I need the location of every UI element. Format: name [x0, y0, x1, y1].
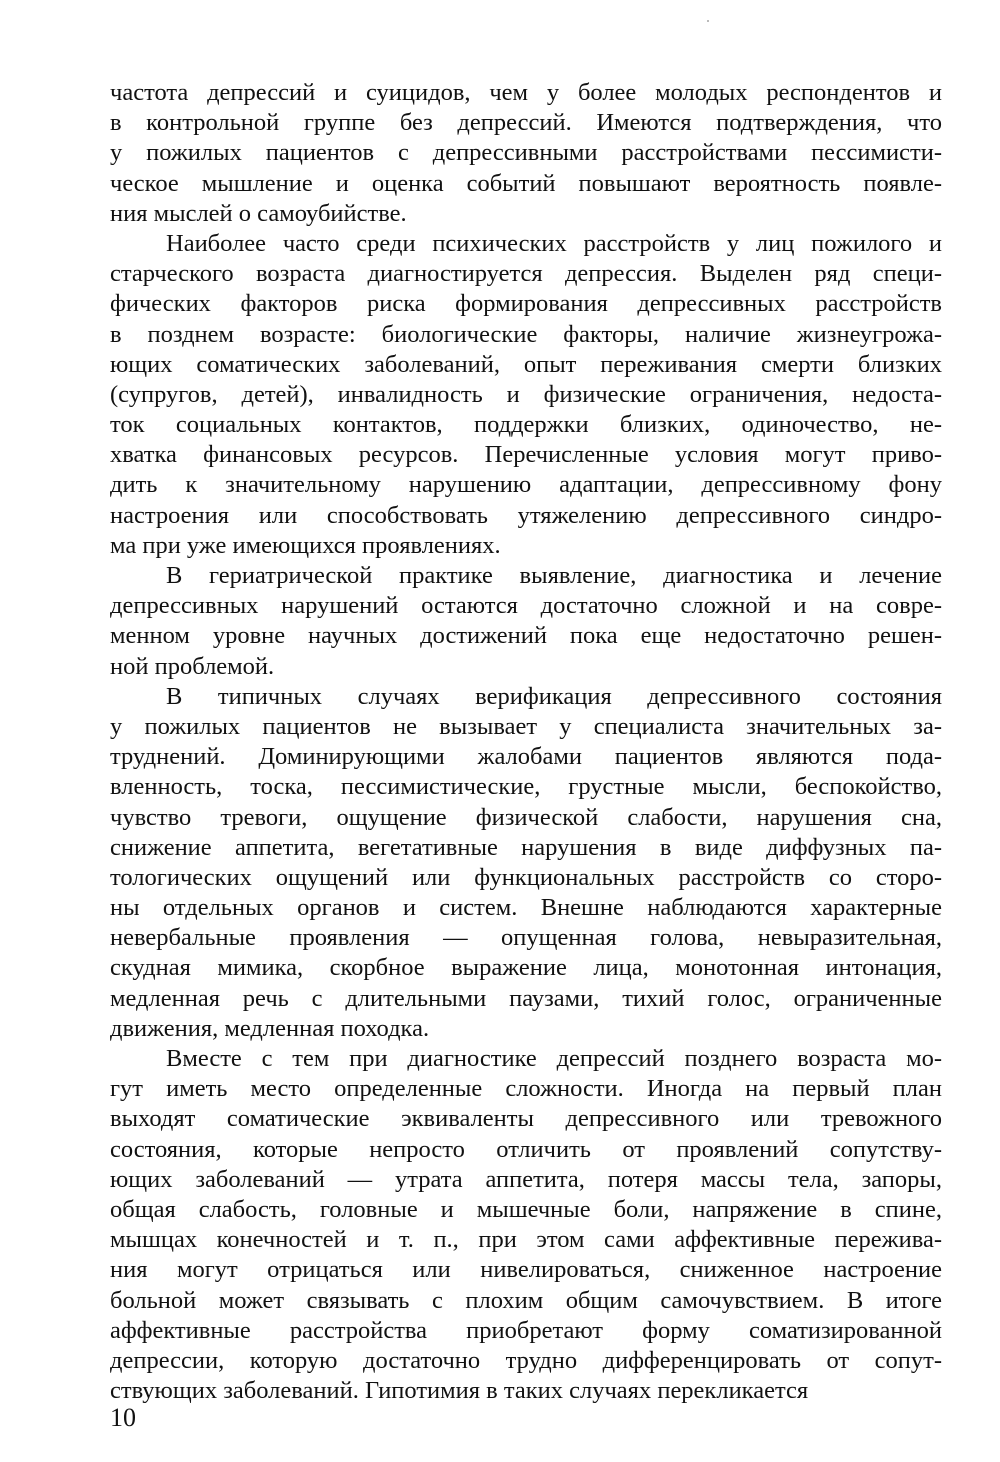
text-line: мышцах конечностей и т. п., при этом сами аффективные пережива-	[110, 1226, 942, 1254]
paragraph	[110, 1044, 942, 1406]
text-line: старческого возраста диагностируется депрессия. Выделен ряд специ-	[110, 260, 942, 288]
paragraph	[110, 78, 942, 229]
text-line: ма при уже имеющихся проявлениях.	[110, 531, 501, 559]
text-line: В типичных случаях верификация депрессивного состояния	[166, 682, 942, 710]
text-line: у пожилых пациентов с депрессивными расстройствами пессимисти-	[110, 139, 942, 167]
text-line: фических факторов риска формирования депрессивных расстройств	[110, 290, 942, 318]
text-line: гут иметь место определенные сложности. Иногда на первый план	[110, 1075, 942, 1103]
text-line: чувство тревоги, ощущение физической слабости, нарушения сна,	[110, 803, 942, 831]
text-line: менном уровне научных достижений пока еще недостаточно решен-	[110, 622, 942, 650]
text-line: медленная речь с длительными паузами, тихий голос, ограниченные	[110, 984, 942, 1012]
text-line: ния мыслей о самоубийстве.	[110, 199, 407, 227]
paragraph	[110, 561, 942, 682]
text-line: частота депрессий и суицидов, чем у более молодых респондентов и	[110, 79, 942, 106]
text-line: вленность, тоска, пессимистические, грустные мысли, беспокойство,	[110, 773, 942, 801]
text-line: настроения или способствовать утяжелению депрессивного синдро-	[110, 501, 942, 529]
text-line: Вместе с тем при диагностике депрессий позднего возраста мо-	[166, 1045, 942, 1072]
text-line: ствующих заболеваний. Гипотимия в таких случаях перекликается	[110, 1377, 809, 1405]
text-line: ны отдельных органов и систем. Внешне наблюдаются характерные	[110, 894, 942, 922]
text-line: Наиболее часто среди психических расстройств у лиц пожилого и	[166, 229, 942, 257]
text-line: депрессии, которую достаточно трудно дифференцировать от сопут-	[110, 1346, 942, 1374]
text-line: ющих соматических заболеваний, опыт переживания смерти близких	[110, 350, 942, 378]
text-line: выходят соматические эквиваленты депрессивного или тревожного	[110, 1105, 942, 1133]
text-line: хватка финансовых ресурсов. Перечисленные условия могут приво-	[110, 441, 942, 469]
text-line: ческое мышление и оценка событий повышают вероятность появле-	[110, 169, 942, 197]
text-line: в позднем возрасте: биологические факторы, наличие жизнеугрожа-	[110, 320, 942, 348]
text-line: аффективные расстройства приобретают форму соматизированной	[110, 1316, 942, 1344]
paragraph	[110, 682, 942, 1044]
text-line: скудная мимика, скорбное выражение лица, монотонная интонация,	[110, 954, 942, 982]
text-line: депрессивных нарушений остаются достаточно сложной и на совре-	[110, 592, 942, 620]
text-line: в контрольной группе без депрессий. Имеются подтверждения, что	[110, 109, 942, 137]
text-line: невербальные проявления — опущенная голова, невыразительная,	[110, 924, 942, 952]
text-line: общая слабость, головные и мышечные боли, напряжение в спине,	[110, 1195, 942, 1223]
text-line: ющих заболеваний — утрата аппетита, потеря массы тела, запоры,	[110, 1165, 942, 1193]
body-text	[110, 78, 942, 1406]
text-line: ния могут отрицаться или нивелироваться, сниженное настроение	[110, 1256, 942, 1284]
text-line: ток социальных контактов, поддержки близких, одиночество, не-	[110, 411, 942, 439]
text-line: состояния, которые непросто отличить от проявлений сопутству-	[110, 1135, 942, 1163]
text-line: (супругов, детей), инвалидность и физические ограничения, недоста-	[110, 380, 942, 408]
text-line: больной может связывать с плохим общим самочувствием. В итоге	[110, 1286, 942, 1314]
page-number: 10	[110, 1403, 136, 1432]
text-line: движения, медленная походка.	[110, 1014, 430, 1042]
text-line: дить к значительному нарушению адаптации, депрессивному фону	[110, 471, 942, 499]
text-line: тологических ощущений или функциональных расстройств со сторо-	[110, 863, 942, 891]
scan-speck	[707, 20, 709, 22]
text-line: труднений. Доминирующими жалобами пациентов являются пода-	[110, 743, 942, 771]
text-line: В гериатрической практике выявление, диагностика и лечение	[166, 562, 942, 589]
text-line: у пожилых пациентов не вызывает у специалиста значительных за-	[110, 712, 942, 740]
paragraph	[110, 229, 942, 561]
text-line: ной проблемой.	[110, 652, 275, 680]
text-line: снижение аппетита, вегетативные нарушения в виде диффузных па-	[110, 833, 942, 861]
